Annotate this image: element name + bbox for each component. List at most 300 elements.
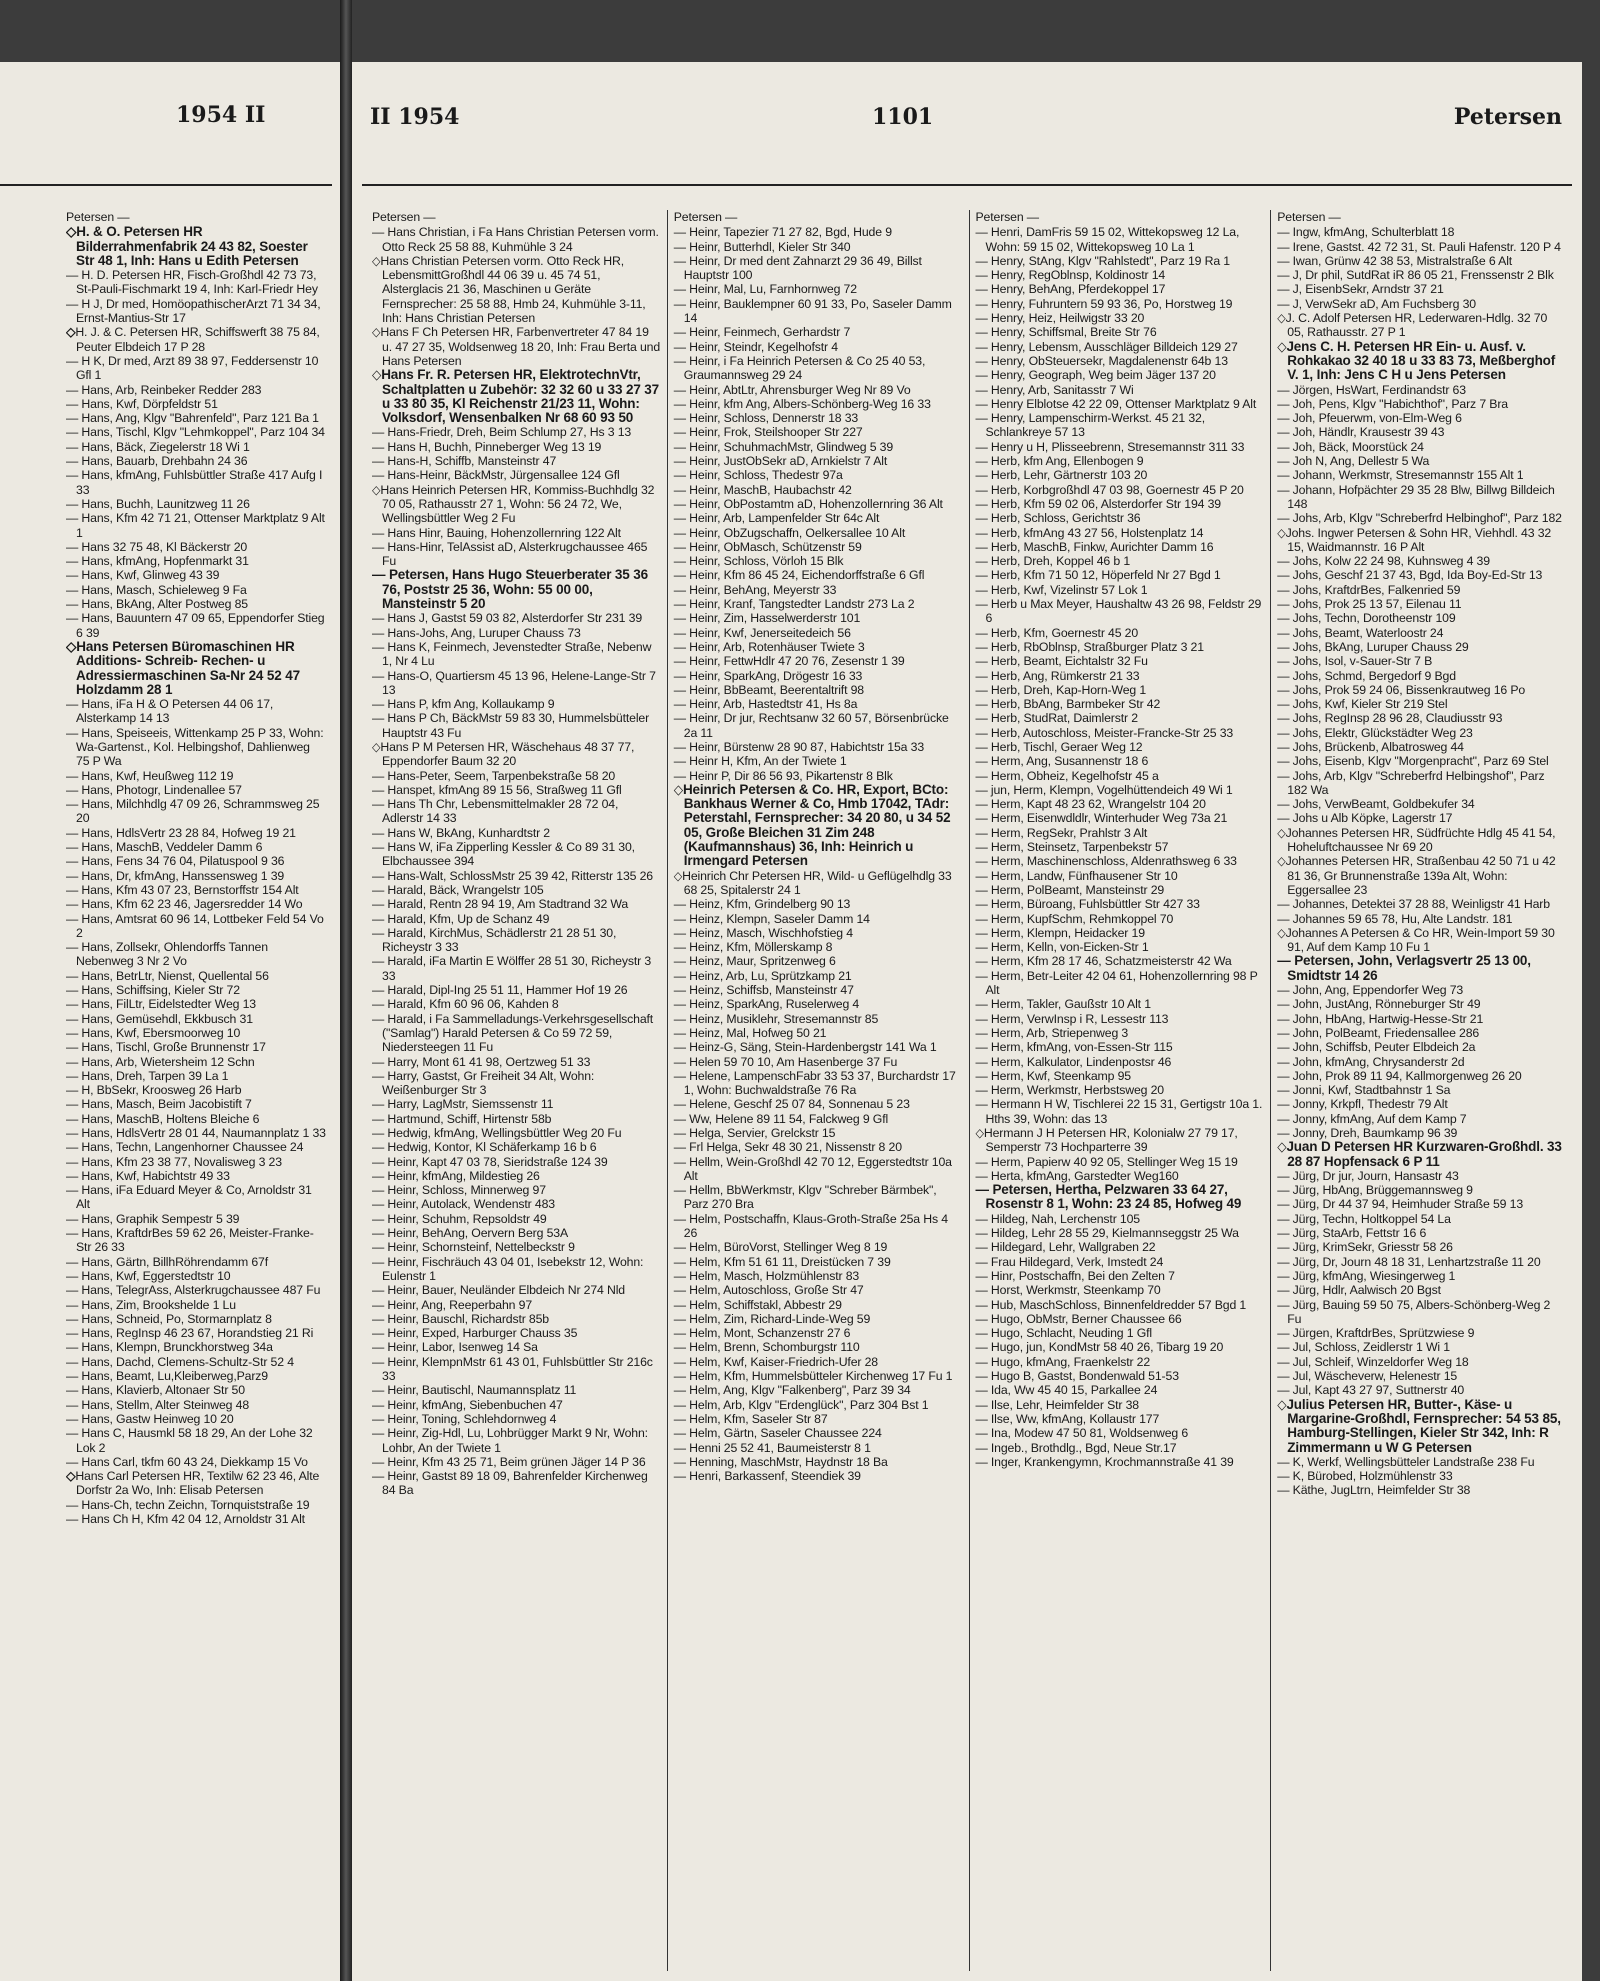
- directory-entry: — Hans, Stellm, Alter Steinweg 48: [66, 1397, 250, 1412]
- directory-entry: — Hellm, BbWerkmstr, Klgv "Schreber Bärmbek", Parz 270 Bra: [673, 1183, 937, 1212]
- directory-entry: — Johs, Techn, Dorotheenstr 109: [1277, 611, 1456, 626]
- directory-entry: — Irene, Gastst. 42 72 31, St. Pauli Hafenstr. 120 P 4: [1277, 239, 1561, 254]
- directory-entry: — Herm, Ang, Susannenstr 18 6: [975, 754, 1149, 769]
- directory-entry: — Heinr, Kwf, Jenerseitedeich 56: [673, 625, 851, 640]
- directory-entry: — Heinr, Kfm 86 45 24, Eichendorffstraße 6 Gfl: [673, 568, 925, 583]
- directory-entry: — Herb, MaschB, Finkw, Aurichter Damm 16: [975, 539, 1214, 554]
- directory-entry: — Heinr, Bautischl, Naumannsplatz 11: [372, 1383, 577, 1398]
- directory-entry: — Herm, Kalkulator, Lindenpostsr 46: [975, 1054, 1172, 1069]
- directory-entry: — Heinr, Bauklempner 60 91 33, Po, Saseler Damm 14: [673, 296, 952, 326]
- directory-entry: — Hanspet, kfmAng 89 15 56, Straßweg 11 Gfl: [372, 782, 622, 797]
- directory-entry: — Herb, Kwf, Vizelinstr 57 Lok 1: [975, 582, 1148, 597]
- directory-entry: — Hans, HdlsVertr 23 28 84, Hofweg 19 21: [66, 825, 296, 840]
- directory-entry: — Hans C, Hausmkl 58 18 29, An der Lohe 32 Lok 2: [66, 1426, 313, 1455]
- directory-entry: — Heinr, BbBeamt, Beerentaltrift 98: [673, 682, 864, 697]
- directory-entry: — Henry u H, Plisseebrenn, Stresemannstr 311 33: [975, 439, 1245, 454]
- directory-entry: — Henni 25 52 41, Baumeisterstr 8 1: [673, 1440, 871, 1455]
- directory-entry: — Heinr, Schuhm, Repsoldstr 49: [372, 1211, 547, 1226]
- directory-entry: — J, Dr phil, SutdRat iR 86 05 21, Frenssenstr 2 Blk: [1277, 268, 1554, 283]
- directory-entry: — Henry Elblotse 42 22 09, Ottenser Marktplatz 9 Alt: [975, 396, 1257, 411]
- directory-entry: — Petersen, Hans Hugo Steuerberater 35 36 76, Poststr 25 36, Wohn: 55 00 00, Mansteinstr 5 20: [372, 567, 648, 612]
- directory-entry: — Johs, Kolw 22 24 98, Kuhnsweg 4 39: [1277, 554, 1490, 569]
- directory-entry: — Hans, RegInsp 46 23 67, Horandstieg 21 Ri: [66, 1326, 314, 1341]
- directory-entry: — Hub, MaschSchloss, Binnenfeldredder 57 Bgd 1: [975, 1297, 1247, 1312]
- directory-entry: — Jürg, kfmAng, Wiesingerweg 1: [1277, 1268, 1456, 1283]
- left-page-column: [66, 210, 326, 1971]
- directory-entry: — Heinr, Dr jur, Rechtsanw 32 60 57, Börsenbrücke 2a 11: [673, 711, 949, 740]
- directory-entry: — Heinr, kfmAng, Mildestieg 26: [372, 1168, 540, 1183]
- directory-entry: — Henry, ObSteuersekr, Magdalenenstr 64b 13: [975, 353, 1228, 368]
- right-page-columns: [366, 210, 1572, 1971]
- directory-entry: — Helm, Kfm, Saseler Str 87: [673, 1411, 828, 1426]
- directory-entry: — Hedwig, kfmAng, Wellingsbüttler Weg 20 Fu: [372, 1126, 622, 1140]
- directory-entry: — Harald, Bäck, Wrangelstr 105: [372, 882, 544, 897]
- directory-entry: — Jonni, Kwf, Stadtbahnstr 1 Sa: [1277, 1083, 1451, 1098]
- directory-entry: — Heinr, Bürstenw 28 90 87, Habichtstr 15a 33: [673, 739, 925, 754]
- directory-entry: — Horst, Werkmstr, Steenkamp 70: [975, 1283, 1161, 1298]
- directory-entry: — Henri, Barkassenf, Steendiek 39: [673, 1469, 861, 1484]
- directory-entry: — Heinr, KlempnMstr 61 43 01, Fuhlsbüttler Str 216c 33: [372, 1354, 653, 1384]
- directory-entry: — Herb, kfm Ang, Ellenbogen 9: [975, 454, 1144, 469]
- directory-entry: — Herm, kfmAng, von-Essen-Str 115: [975, 1040, 1173, 1055]
- directory-entry: — Hans-Ch, techn Zeichn, Tornquiststraße 19: [66, 1497, 310, 1512]
- directory-column: [366, 210, 668, 1971]
- directory-entry: — Harry, Mont 61 41 98, Oertzweg 51 33: [372, 1054, 591, 1069]
- directory-entry: — Hans, Kfm 23 38 77, Novalisweg 3 23: [66, 1154, 282, 1169]
- directory-entry: — Hans, Ang, Klgv "Bahrenfeld", Parz 121 Ba 1: [66, 411, 319, 426]
- directory-entry: — Heinr, Schloss, Dennerstr 18 33: [673, 411, 859, 426]
- directory-entry: — Harald, Kfm 60 96 06, Kahden 8: [372, 997, 559, 1012]
- directory-entry: — Hugo B, Gastst, Bondenwald 51-53: [975, 1369, 1179, 1384]
- directory-entry: — H. D. Petersen HR, Fisch-Großhdl 42 73 73, St-Pauli-Fischmarkt 19 4, Inh: Karl-Friedr Hey: [66, 268, 318, 297]
- directory-entry: ◇ Johannes A Petersen & Co HR, Wein-Import 59 30 91, Auf dem Kamp 10 Fu 1: [1277, 926, 1566, 955]
- directory-entry: — John, Ang, Eppendorfer Weg 73: [1277, 983, 1464, 998]
- directory-entry: — Jürg, StaArb, Fettstr 16 6: [1277, 1226, 1427, 1241]
- directory-entry: — Helm, Postschaffn, Klaus-Groth-Straße 25a Hs 4 26: [673, 1211, 948, 1241]
- directory-entry: — Heinz, Mal, Hofweg 50 21: [673, 1025, 827, 1040]
- directory-entry: — Hans, Schiffsing, Kieler Str 72: [66, 983, 240, 998]
- directory-entry: — Heinz-G, Säng, Stein-Hardenbergstr 141 Wa 1: [673, 1040, 937, 1055]
- directory-entry: — Heinr, Frok, Steilshooper Str 227: [673, 425, 863, 440]
- directory-entry: — Joh, Händlr, Krausestr 39 43: [1277, 425, 1445, 440]
- directory-entry: — Jul, Schloss, Zeidlerstr 1 Wi 1: [1277, 1340, 1450, 1355]
- directory-entry: ◇ J. C. Adolf Petersen HR, Lederwaren-Hdlg. 32 70 05, Rathausstr. 27 P 1: [1277, 311, 1566, 340]
- directory-entry: — Heinr H, Kfm, An der Twiete 1: [673, 754, 847, 769]
- directory-entry: — Hans, Bauarb, Drehbahn 24 36: [66, 454, 248, 469]
- directory-entry: — Hans, HdlsVertr 28 01 44, Naumannplatz 1 33: [66, 1126, 326, 1140]
- directory-entry: — Hinr, Postschaffn, Bei den Zelten 7: [975, 1268, 1175, 1283]
- directory-entry: — Jürg, Dr jur, Journ, Hansastr 43: [1277, 1168, 1459, 1183]
- page-number: 1101: [872, 104, 934, 130]
- directory-entry: — Hans, Dachd, Clemens-Schultz-Str 52 4: [66, 1354, 294, 1369]
- directory-entry: ◇ Hans Christian Petersen vorm. Otto Reck HR, LebensmittGroßhdl 44 06 39 u. 45 74 51, Alsterglacis 21 36, Maschinen u Geräte Fernsprecher: 25 58 88, Hmb 24, Kuhmühle 3-11, Inh: Hans Christian Petersen: [372, 254, 661, 325]
- directory-entry: — Heinr, Butterhdl, Kieler Str 340: [673, 239, 851, 254]
- directory-entry: — Heinr, MaschB, Haubachstr 42: [673, 482, 852, 497]
- directory-entry: — Hans Carl, tkfm 60 43 24, Diekkamp 15 Vo: [66, 1454, 308, 1469]
- directory-entry: — Herb, Kfm 71 50 12, Höperfeld Nr 27 Bgd 1: [975, 568, 1221, 583]
- directory-entry: — Henry, Schiffsmal, Breite Str 76: [975, 325, 1157, 340]
- directory-entry: — Herm, Kfm 28 17 46, Schatzmeisterstr 42 Wa: [975, 954, 1232, 969]
- directory-entry: — Herm, Kapt 48 23 62, Wrangelstr 104 20: [975, 797, 1206, 812]
- directory-entry: — Hans W, iFa Zipperling Kessler & Co 89 31 30, Elbchaussee 394: [372, 840, 635, 869]
- directory-entry: — Helm, Arb, Klgv "Erdenglück", Parz 304 Bst 1: [673, 1397, 929, 1412]
- column-head: Petersen —: [372, 210, 436, 224]
- directory-entry: — Hildeg, Lehr 28 55 29, Kielmannseggstr 25 Wa: [975, 1226, 1239, 1241]
- directory-entry: — Hans, Arb, Wietersheim 12 Schn: [66, 1054, 255, 1069]
- directory-entry: — Heinr, Toning, Schlehdornweg 4: [372, 1411, 557, 1426]
- directory-entry: — Hans H, Buchh, Pinneberger Weg 13 19: [372, 439, 602, 454]
- directory-entry: — Jürg, HbAng, Brüggemannsweg 9: [1277, 1183, 1473, 1198]
- directory-entry: — Hans, Dreh, Tarpen 39 La 1: [66, 1068, 229, 1083]
- directory-entry: — Heinr, Arb, Rotenhäuser Twiete 3: [673, 639, 865, 654]
- directory-entry: ◇ Hermann J H Petersen HR, Kolonialw 27 79 17, Semperstr 73 Hochparterre 39: [976, 1126, 1265, 1155]
- directory-entry: — Hans P Ch, BäckMstr 59 83 30, Hummelsbütteler Hauptstr 43 Fu: [372, 711, 650, 740]
- directory-entry: — Heinz, Arb, Lu, Sprützkamp 21: [673, 968, 852, 983]
- directory-entry: — Heinr, AbtLtr, Ahrensburger Weg Nr 89 Vo: [673, 382, 911, 397]
- directory-entry: — Heinr, FettwHdlr 47 20 76, Zesenstr 1 39: [673, 654, 905, 669]
- directory-entry: ◇ Hans Fr. R. Petersen HR, ElektrotechnVtr, Schaltplatten u Zubehör: 32 32 60 u 33 27 37 u 33 80 35, Kl Reichenstr 21/23 11, Wohn: Volksdorf, Wensenbalken Nr 68 60 93 50: [372, 368, 661, 425]
- directory-entry: — Hans-Walt, SchlossMstr 25 39 42, Ritterstr 135 26: [372, 868, 653, 883]
- left-header-rule: [0, 184, 332, 186]
- directory-entry: — Heinz, Kfm, Möllerskamp 8: [673, 940, 833, 955]
- directory-entry: — Joh, Pens, Klgv "Habichthof", Parz 7 Bra: [1277, 396, 1508, 411]
- directory-entry: — Hans, Gärtn, BillhRöhrendamm 67f: [66, 1254, 268, 1269]
- directory-entry: — Hans, Kwf, Heußweg 112 19: [66, 768, 234, 783]
- directory-entry: — Helm, Zim, Richard-Linde-Weg 59: [673, 1311, 871, 1326]
- directory-entry: — Herb, Korbgroßhdl 47 03 98, Goernestr 45 P 20: [975, 482, 1244, 497]
- directory-entry: — Helm, Masch, Holzmühlenstr 83: [673, 1268, 860, 1283]
- directory-entry: — Heinr, Fischräuch 43 04 01, Isebekstr 12, Wohn: Eulenstr 1: [372, 1254, 644, 1283]
- directory-entry: — Ina, Modew 47 50 81, Woldsenweg 6: [975, 1426, 1189, 1441]
- directory-entry: — Heinr, Steindr, Kegelhofstr 4: [673, 339, 838, 354]
- directory-entry: — Hans, Kfm 62 23 46, Jagersredder 14 Wo: [66, 897, 303, 912]
- directory-entry: — Hans-Peter, Seem, Tarpenbekstraße 58 20: [372, 768, 616, 783]
- directory-entry: — Heinr, Schloss, Minnerweg 97: [372, 1183, 546, 1198]
- directory-entry: — John, kfmAng, Chrysanderstr 2d: [1277, 1054, 1465, 1069]
- directory-entry: — Heinr, Autolack, Wendenstr 483: [372, 1197, 555, 1212]
- directory-entry: — Herm, Papierw 40 92 05, Stellinger Weg 15 19: [975, 1154, 1238, 1169]
- column-head: Petersen —: [1277, 210, 1341, 224]
- directory-entry: — Heinr, Arb, Lampenfelder Str 64c Alt: [673, 511, 880, 526]
- directory-entry: — Ilse, Ww, kfmAng, Kollaustr 177: [975, 1411, 1160, 1426]
- directory-entry: — Henry, Lebensm, Ausschläger Billdeich 129 27: [975, 339, 1238, 354]
- directory-entry: — Hans, kfmAng, Hopfenmarkt 31: [66, 554, 249, 569]
- directory-entry: — Hans, Kfm 42 71 21, Ottenser Marktplatz 9 Alt 1: [66, 511, 325, 540]
- directory-entry: — Heinr, Mal, Lu, Farnhornweg 72: [673, 282, 857, 297]
- directory-entry: — Herb, Tischl, Geraer Weg 12: [975, 739, 1143, 754]
- directory-entry: — Harald, KirchMus, Schädlerstr 21 28 51 30, Richeystr 3 33: [372, 925, 617, 955]
- directory-entry: — Herm, Büroang, Fuhlsbüttler Str 427 33: [975, 897, 1200, 912]
- directory-entry: — Harry, LagMstr, Siemssenstr 11: [372, 1097, 554, 1112]
- directory-entry: — Johs, Arb, Klgv "Schreberfrd Helbinghof", Parz 182: [1277, 511, 1562, 526]
- directory-entry: — Jul, Wäscheverw, Helenestr 15: [1277, 1369, 1458, 1384]
- directory-entry: — Herm, Maschinenschloss, Aldenrathsweg 6 33: [975, 854, 1237, 869]
- directory-entry: — Jonny, kfmAng, Auf dem Kamp 7: [1277, 1111, 1467, 1126]
- book-gutter: [340, 0, 352, 1981]
- directory-entry: — Hans, Tischl, Große Brunnenstr 17: [66, 1040, 266, 1055]
- directory-entry: — Hans, Masch, Beim Jacobistift 7: [66, 1097, 252, 1112]
- directory-entry: — Jürg, KrimSekr, Griesstr 58 26: [1277, 1240, 1453, 1255]
- directory-entry: — jun, Herm, Klempn, Vogelhüttendeich 49 Wi 1: [975, 782, 1233, 797]
- directory-entry: — Hans J, Gastst 59 03 82, Alsterdorfer Str 231 39: [372, 611, 643, 626]
- left-page: [0, 62, 340, 1981]
- directory-entry: — Hans, Kwf, Habichtstr 49 33: [66, 1168, 230, 1183]
- directory-column: [970, 210, 1272, 1971]
- directory-entry: — Hellm, Wein-Großhdl 42 70 12, Eggerstedtstr 10a Alt: [673, 1154, 952, 1183]
- directory-entry: — Hans, Kfm 43 07 23, Bernstorffstr 154 Alt: [66, 882, 299, 897]
- directory-entry: — Henry, Fuhruntern 59 93 36, Po, Horstweg 19: [975, 296, 1233, 311]
- directory-entry: ◇ Hans Petersen Büromaschinen HR Additions- Schreib- Rechen- u Adressiermaschinen Sa-Nr 24 52 47 Holzdamm 28 1: [66, 640, 326, 697]
- running-head-name: Petersen: [1453, 104, 1562, 130]
- directory-entry: — Ww, Helene 89 11 54, Falckweg 9 Gfl: [673, 1111, 889, 1126]
- directory-entry: — Jürg, Dr, Journ 48 18 31, Lenhartzstraße 11 20: [1277, 1254, 1541, 1269]
- directory-entry: — Herb u Max Meyer, Haushaltw 43 26 98, Feldstr 29 6: [975, 597, 1262, 626]
- directory-entry: — Hugo, Schlacht, Neuding 1 Gfl: [975, 1326, 1152, 1341]
- directory-entry: — Inger, Krankengymn, Krochmannstraße 41 39: [975, 1454, 1234, 1469]
- directory-entry: — Heinr, JustObSekr aD, Arnkielstr 7 Alt: [673, 454, 888, 469]
- directory-entry: — Johann, Hofpächter 29 35 28 Blw, Billwg Billdeich 148: [1277, 482, 1555, 511]
- directory-entry: — Hedwig, Kontor, Kl Schäferkamp 16 b 6: [372, 1140, 597, 1155]
- directory-entry: — Harald, Kfm, Up de Schanz 49: [372, 911, 550, 926]
- directory-entry: — Henry, Lampenschirm-Werkst. 45 21 32, Schlankreye 57 13: [975, 411, 1205, 440]
- directory-entry: — Hugo, ObMstr, Berner Chaussee 66: [975, 1311, 1182, 1326]
- directory-entry: — Herm, Betr-Leiter 42 04 61, Hohenzollernring 98 P Alt: [975, 968, 1258, 998]
- directory-entry: — Herm, Steinsetz, Tarpenbekstr 57: [975, 840, 1169, 855]
- directory-entry: — Hans, Zim, Brookshelde 1 Lu: [66, 1297, 236, 1312]
- directory-entry: — Henry, StAng, Klgv "Rahlstedt", Parz 19 Ra 1: [975, 253, 1230, 268]
- left-page-header: 1954 II: [176, 102, 266, 128]
- directory-entry: — Johs, Elektr, Glückstädter Weg 23: [1277, 725, 1473, 740]
- directory-entry: — Heinr, ObZugschaffn, Oelkersallee 10 Alt: [673, 525, 906, 540]
- directory-entry: — Hugo, jun, KondMstr 58 40 26, Tibarg 19 20: [975, 1340, 1224, 1355]
- directory-entry: — Heinz, Klempn, Saseler Damm 14: [673, 911, 870, 926]
- directory-entry: — Johs, BkAng, Luruper Chauss 29: [1277, 639, 1469, 654]
- directory-entry: — Heinr, Bauschl, Richardstr 85b: [372, 1311, 549, 1326]
- directory-entry: — Heinr, Labor, Isenweg 14 Sa: [372, 1340, 538, 1355]
- directory-entry: — Helm, Kwf, Kaiser-Friedrich-Ufer 28: [673, 1354, 878, 1369]
- directory-entry: — Jürg, Dr 44 37 94, Heimhuder Straße 59 13: [1277, 1197, 1524, 1212]
- directory-entry: — Jürgen, KraftdrBes, Sprützwiese 9: [1277, 1326, 1475, 1341]
- directory-entry: — Hans, BetrLtr, Nienst, Quellental 56: [66, 968, 269, 983]
- directory-entry: — John, Schiffsb, Peuter Elbdeich 2a: [1277, 1040, 1476, 1055]
- directory-entry: — Hans Christian, i Fa Hans Christian Petersen vorm. Otto Reck 25 58 88, Kuhmühle 3 24: [372, 225, 659, 254]
- directory-entry: — K, Bürobed, Holzmühlenstr 33: [1277, 1469, 1453, 1484]
- directory-entry: — Heinr, Zim, Hasselwerderstr 101: [673, 611, 861, 626]
- directory-entry: ◇ Heinrich Petersen & Co. HR, Export, BCto: Bankhaus Werner & Co, Hmb 17042, TAdr: Peterstahl, Fernsprecher: 34 20 80, u 34 52 05, Große Bleichen 31 Zim 248 (Kaufmannshaus) 36, Inh: Heinrich u Irmengard Petersen: [674, 783, 963, 869]
- directory-entry: — Heinr, Kranf, Tangstedter Landstr 273 La 2: [673, 597, 915, 612]
- directory-entry: ◇ Johannes Petersen HR, Südfrüchte Hdlg 45 41 54, Hoheluftchaussee Nr 69 20: [1277, 826, 1566, 855]
- directory-entry: — Hans, Masch, Schieleweg 9 Fa: [66, 582, 247, 597]
- directory-entry: — Heinr, Kfm 43 25 71, Beim grünen Jäger 14 P 36: [372, 1454, 646, 1469]
- right-header-rule: [362, 184, 1572, 186]
- directory-entry: — Jürg, Bauing 59 50 75, Albers-Schönberg-Weg 2 Fu: [1277, 1297, 1551, 1326]
- directory-entry: — Herb, Dreh, Kap-Horn-Weg 1: [975, 682, 1147, 697]
- directory-entry: — Herm, Klempn, Heidacker 19: [975, 925, 1145, 940]
- directory-entry: — Hans Hinr, Bauing, Hohenzollernring 122 Alt: [372, 525, 621, 540]
- directory-entry: — Helm, Ang, Klgv "Falkenberg", Parz 39 34: [673, 1383, 911, 1398]
- directory-entry: — Hans, Kwf, Glinweg 43 39: [66, 568, 220, 583]
- directory-entry: — Helm, Mont, Schanzenstr 27 6: [673, 1326, 851, 1341]
- directory-entry: — Jul, Schleif, Winzeldorfer Weg 18: [1277, 1354, 1469, 1369]
- directory-entry: — Hans, Amtsrat 60 96 14, Lottbeker Feld 54 Vo 2: [66, 911, 324, 940]
- directory-entry: — Herb, BbAng, Barmbeker Str 42: [975, 697, 1161, 712]
- directory-entry: — Hans, MaschB, Veddeler Damm 6: [66, 840, 263, 855]
- directory-entry: — Käthe, JugLtrn, Heimfelder Str 38: [1277, 1483, 1471, 1498]
- directory-entry: ◇ Hans P M Petersen HR, Wäschehaus 48 37 77, Eppendorfer Baum 32 20: [372, 740, 661, 769]
- directory-entry: — Hans, Photogr, Lindenallee 57: [66, 782, 242, 797]
- directory-entry: — Helm, Gärtn, Saseler Chaussee 224: [673, 1426, 882, 1441]
- directory-entry: — Hans-O, Quartiersm 45 13 96, Helene-Lange-Str 7 13: [372, 668, 656, 697]
- directory-entry: — Helene, LampenschFabr 33 53 37, Burchardstr 17 1, Wohn: Buchwaldstraße 76 Ra: [673, 1068, 956, 1098]
- directory-entry: — Hans Th Chr, Lebensmittelmakler 28 72 04, Adlerstr 14 33: [372, 797, 619, 826]
- directory-entry: — Herm, Takler, Gaußstr 10 Alt 1: [975, 997, 1151, 1012]
- directory-entry: — Hans, Kwf, Ebersmoorweg 10: [66, 1025, 241, 1040]
- directory-entry: — Herm, Werkmstr, Herbstsweg 20: [975, 1083, 1164, 1098]
- directory-entry: — Hans, iFa Eduard Meyer & Co, Arnoldstr 31 Alt: [66, 1183, 312, 1212]
- directory-entry: — Henri, DamFris 59 15 02, Wittekopsweg 12 La, Wohn: 59 15 02, Wittekopsweg 10 La 1: [975, 225, 1240, 254]
- directory-entry: — Johannes, Detektei 37 28 88, Weinligstr 41 Harb: [1277, 897, 1550, 912]
- directory-entry: — Heinr, Dr med dent Zahnarzt 29 36 49, Billst Hauptstr 100: [673, 253, 922, 283]
- directory-entry: — Hans, MaschB, Holtens Bleiche 6: [66, 1111, 260, 1126]
- directory-entry: — Hans-Heinr, BäckMstr, Jürgensallee 124 Gfl: [372, 468, 620, 483]
- directory-entry: — Heinz, Maur, Spritzenweg 6: [673, 954, 836, 969]
- directory-entry: — Hans, Klempn, Brunckhorstweg 34a: [66, 1340, 273, 1355]
- directory-column: [1271, 210, 1572, 1971]
- directory-entry: — Herb, Ang, Rümkerstr 21 33: [975, 668, 1140, 683]
- directory-entry: — Hans, Milchhdlg 47 09 26, Schrammsweg 25 20: [66, 797, 320, 826]
- directory-entry: — Hans, Beamt, Lu,Kleiberweg,Parz9: [66, 1369, 268, 1384]
- directory-entry: — Helm, Schiffstakl, Abbestr 29: [673, 1297, 842, 1312]
- directory-entry: — Heinr, Arb, Hastedtstr 41, Hs 8a: [673, 697, 858, 712]
- directory-entry: — Johs, KraftdrBes, Falkenried 59: [1277, 582, 1461, 597]
- directory-entry: — H, BbSekr, Kroosweg 26 Harb: [66, 1083, 242, 1098]
- directory-entry: — Herm, KupfSchm, Rehmkoppel 70: [975, 911, 1174, 926]
- directory-entry: — Herm, Kwf, Steenkamp 95: [975, 1068, 1131, 1083]
- directory-entry: — Jürg, Techn, Holtkoppel 54 La: [1277, 1211, 1451, 1226]
- directory-entry: — Jonny, Dreh, Baumkamp 96 39: [1277, 1126, 1458, 1140]
- directory-entry: — Hans, Speiseeis, Wittenkamp 25 P 33, Wohn: Wa-Gartenst., Kol. Helbingshof, Dahlienweg 75 P Wa: [66, 725, 324, 769]
- directory-entry: — Hans, Klavierb, Altonaer Str 50: [66, 1383, 245, 1398]
- directory-entry: — Ingw, kfmAng, Schulterblatt 18: [1277, 225, 1455, 240]
- directory-entry: — Hans W, BkAng, Kunhardtstr 2: [372, 825, 550, 840]
- directory-entry: — Helm, BüroVorst, Stellinger Weg 8 19: [673, 1240, 888, 1255]
- directory-entry: — Hildeg, Nah, Lerchenstr 105: [975, 1211, 1140, 1226]
- directory-entry: — Iwan, Grünw 42 38 53, Mistralstraße 6 Alt: [1277, 253, 1513, 268]
- directory-entry: — Ilse, Lehr, Heimfelder Str 38: [975, 1397, 1139, 1412]
- directory-entry: — Hans, Bäck, Ziegelerstr 18 Wi 1: [66, 439, 250, 454]
- directory-entry: — Hans Ch H, Kfm 42 04 12, Arnoldstr 31 Alt: [66, 1512, 305, 1527]
- directory-entry: — Heinr, Schornsteinf, Nettelbeckstr 9: [372, 1240, 575, 1255]
- column-head: Petersen —: [673, 210, 738, 224]
- directory-entry: — John, HbAng, Hartwig-Hesse-Str 21: [1277, 1011, 1484, 1026]
- directory-entry: — Heinr, Zig-Hdl, Lu, Lohbrügger Markt 9 Nr, Wohn: Lohbr, An der Twiete 1: [372, 1426, 648, 1455]
- directory-entry: — Hans, Dr, kfmAng, Hanssensweg 1 39: [66, 868, 285, 883]
- directory-entry: — Johs, Beamt, Waterloostr 24: [1277, 625, 1444, 640]
- directory-entry: — Helen 59 70 10, Am Hasenberge 37 Fu: [673, 1054, 898, 1069]
- directory-entry: — Henry, Heiz, Heilwigstr 33 20: [975, 311, 1145, 326]
- directory-entry: — Herm, RegSekr, Prahlstr 3 Alt: [975, 825, 1148, 840]
- directory-entry: — Johannes 59 65 78, Hu, Alte Landstr. 181: [1277, 911, 1513, 926]
- directory-entry: — Heinr P, Dir 86 56 93, Pikartenstr 8 Blk: [673, 768, 893, 783]
- directory-entry: — Hermann H W, Tischlerei 22 15 31, Gertigstr 10a 1. Hths 39, Wohn: das 13: [975, 1097, 1263, 1126]
- directory-entry: — Johs u Alb Köpke, Lagerstr 17: [1277, 811, 1453, 826]
- directory-entry: — Herm, Obheiz, Kegelhofstr 45 a: [975, 768, 1159, 783]
- directory-entry: — Hans, TelegrAss, Alsterkrugchaussee 487 Fu: [66, 1283, 321, 1298]
- directory-entry: — Heinr, Feinmech, Gerhardstr 7: [673, 325, 851, 340]
- right-page: [352, 62, 1582, 1981]
- directory-entry: — Helm, Kfm 51 61 11, Dreistücken 7 39: [673, 1254, 891, 1269]
- directory-column: [668, 210, 970, 1971]
- directory-entry: — Johs, Geschf 21 37 43, Bgd, Ida Boy-Ed-Str 13: [1277, 568, 1543, 583]
- directory-entry: — Hans 32 75 48, Kl Bäckerstr 20: [66, 539, 248, 554]
- directory-entry: — Herm, Arb, Striepenweg 3: [975, 1025, 1129, 1040]
- directory-entry: — Ida, Ww 45 40 15, Parkallee 24: [975, 1383, 1158, 1398]
- directory-entry: — Jürg, Hdlr, Aalwisch 20 Bgst: [1277, 1283, 1441, 1298]
- directory-entry: — Heinz, Masch, Wischhofstieg 4: [673, 925, 853, 940]
- directory-entry: — Harald, Dipl-Ing 25 51 11, Hammer Hof 19 26: [372, 983, 628, 998]
- directory-entry: — Heinr, BehAng, Meyerstr 33: [673, 582, 837, 597]
- directory-entry: — Hans, Graphik Sempestr 5 39: [66, 1211, 240, 1226]
- directory-entry: — Hans, KraftdrBes 59 62 26, Meister-Franke-Str 26 33: [66, 1226, 314, 1255]
- directory-entry: — Hans, Kwf, Dörpfeldstr 51: [66, 396, 218, 411]
- directory-entry: — Johs, Eisenb, Klgv "Morgenpracht", Parz 69 Stel: [1277, 754, 1549, 769]
- directory-entry: ◇ Johs. Ingwer Petersen & Sohn HR, Viehhdl. 43 32 15, Waidmannstr. 16 P Alt: [1277, 526, 1566, 555]
- directory-entry: — Heinr, Gastst 89 18 09, Bahrenfelder Kirchenweg 84 Ba: [372, 1469, 648, 1498]
- directory-entry: — Ingeb., Brothdlg., Bgd, Neue Str.17: [975, 1440, 1177, 1455]
- directory-entry: — Henning, MaschMstr, Haydnstr 18 Ba: [673, 1454, 888, 1469]
- directory-entry: — John, JustAng, Rönneburger Str 49: [1277, 997, 1481, 1012]
- directory-entry: — Jörgen, HsWart, Ferdinandstr 63: [1277, 382, 1466, 397]
- directory-entry: — Heinr, Tapezier 71 27 82, Bgd, Hude 9: [673, 225, 892, 240]
- directory-entry: — Heinr, SparkAng, Drögestr 16 33: [673, 668, 863, 683]
- directory-entry: — Johs, Isol, v-Sauer-Str 7 B: [1277, 654, 1433, 669]
- directory-entry: — Hans, FilLtr, Eidelstedter Weg 13: [66, 997, 256, 1012]
- directory-entry: — Helm, Autoschloss, Große Str 47: [673, 1283, 864, 1298]
- directory-entry: — Henry, BehAng, Pferdekoppel 17: [975, 282, 1166, 297]
- directory-entry: — Johs, Prok 59 24 06, Bissenkrautweg 16 Po: [1277, 682, 1526, 697]
- directory-entry: — Heinr, ObMasch, Schützenstr 59: [673, 539, 862, 554]
- column-head: Petersen —: [975, 210, 1039, 224]
- directory-entry: — Joh, Pfeuerwm, von-Elm-Weg 6: [1277, 411, 1462, 426]
- directory-entry: — Petersen, Hertha, Pelzwaren 33 64 27, Rosenstr 8 1, Wohn: 23 24 85, Hofweg 49: [975, 1182, 1242, 1212]
- directory-entry: ◇ Jens C. H. Petersen HR Ein- u. Ausf. v. Rohkakao 32 40 18 u 33 83 73, Meßberghof V. 1, Inh: Jens C H u Jens Petersen: [1277, 340, 1566, 383]
- directory-entry: — Joh N, Ang, Dellestr 5 Wa: [1277, 454, 1430, 469]
- directory-entry: — Herb, Kfm 59 02 06, Alsterdorfer Str 194 39: [975, 496, 1221, 511]
- directory-entry: — Henry, Geograph, Weg beim Jäger 137 20: [975, 368, 1216, 383]
- directory-entry: ◇ Julius Petersen HR, Butter-, Käse- u Margarine-Großhdl, Fernsprecher: 54 53 85, Hamburg-Stellingen, Kieler Str 342, Inh: R Zimmermann u W G Petersen: [1277, 1398, 1566, 1455]
- directory-entry: — Herm, Kelln, von-Eicken-Str 1: [975, 940, 1149, 955]
- directory-entry: — Johs, VerwBeamt, Goldbekufer 34: [1277, 797, 1475, 812]
- directory-entry: — Herb, Autoschloss, Meister-Francke-Str 25 33: [975, 725, 1234, 740]
- directory-entry: ◇ Heinrich Chr Petersen HR, Wild- u Geflügelhdlg 33 68 25, Spitalerstr 24 1: [674, 869, 963, 898]
- directory-entry: — Harald, i Fa Sammelladungs-Verkehrsgesellschaft ("Samlag") Harald Petersen & Co 59 72 59, Niedersteegen 11 Fu: [372, 1011, 654, 1055]
- directory-entry: — Harald, iFa Martin E Wölffer 28 51 30, Richeystr 3 33: [372, 954, 652, 983]
- directory-entry: — Jonny, Krkpfl, Thedestr 79 Alt: [1277, 1097, 1448, 1112]
- directory-entry: — Herb, RbOblnsp, Straßburger Platz 3 21: [975, 639, 1204, 654]
- directory-entry: — Petersen, John, Verlagsvertr 25 13 00, Smidtstr 14 26: [1277, 953, 1531, 983]
- directory-entry: — Henry, Arb, Sanitasstr 7 Wi: [975, 382, 1134, 397]
- directory-entry: — Heinr, Kapt 47 03 78, Sieridstraße 124 39: [372, 1154, 608, 1169]
- directory-entry: — Hans, iFa H & O Petersen 44 06 17, Alsterkamp 14 13: [66, 697, 274, 726]
- directory-entry: — Hans-Friedr, Dreh, Beim Schlump 27, Hs 3 13: [372, 425, 632, 440]
- directory-entry: — Helene, Geschf 25 07 84, Sonnenau 5 23: [673, 1097, 910, 1112]
- directory-entry: — J, EisenbSekr, Arndstr 37 21: [1277, 282, 1444, 297]
- directory-entry: — Hans, kfmAng, Fuhlsbüttler Straße 417 Aufg I 33: [66, 468, 323, 497]
- directory-entry: — Hans, Fens 34 76 04, Pilatuspool 9 36: [66, 854, 285, 869]
- directory-entry: — Hans, Techn, Langenhorner Chaussee 24: [66, 1140, 304, 1155]
- directory-entry: — Heinr, kfmAng, Siebenbuchen 47: [372, 1397, 563, 1412]
- directory-entry: ◇ Juan D Petersen HR Kurzwaren-Großhdl. 33 28 87 Hopfensack 6 P 11: [1277, 1140, 1566, 1169]
